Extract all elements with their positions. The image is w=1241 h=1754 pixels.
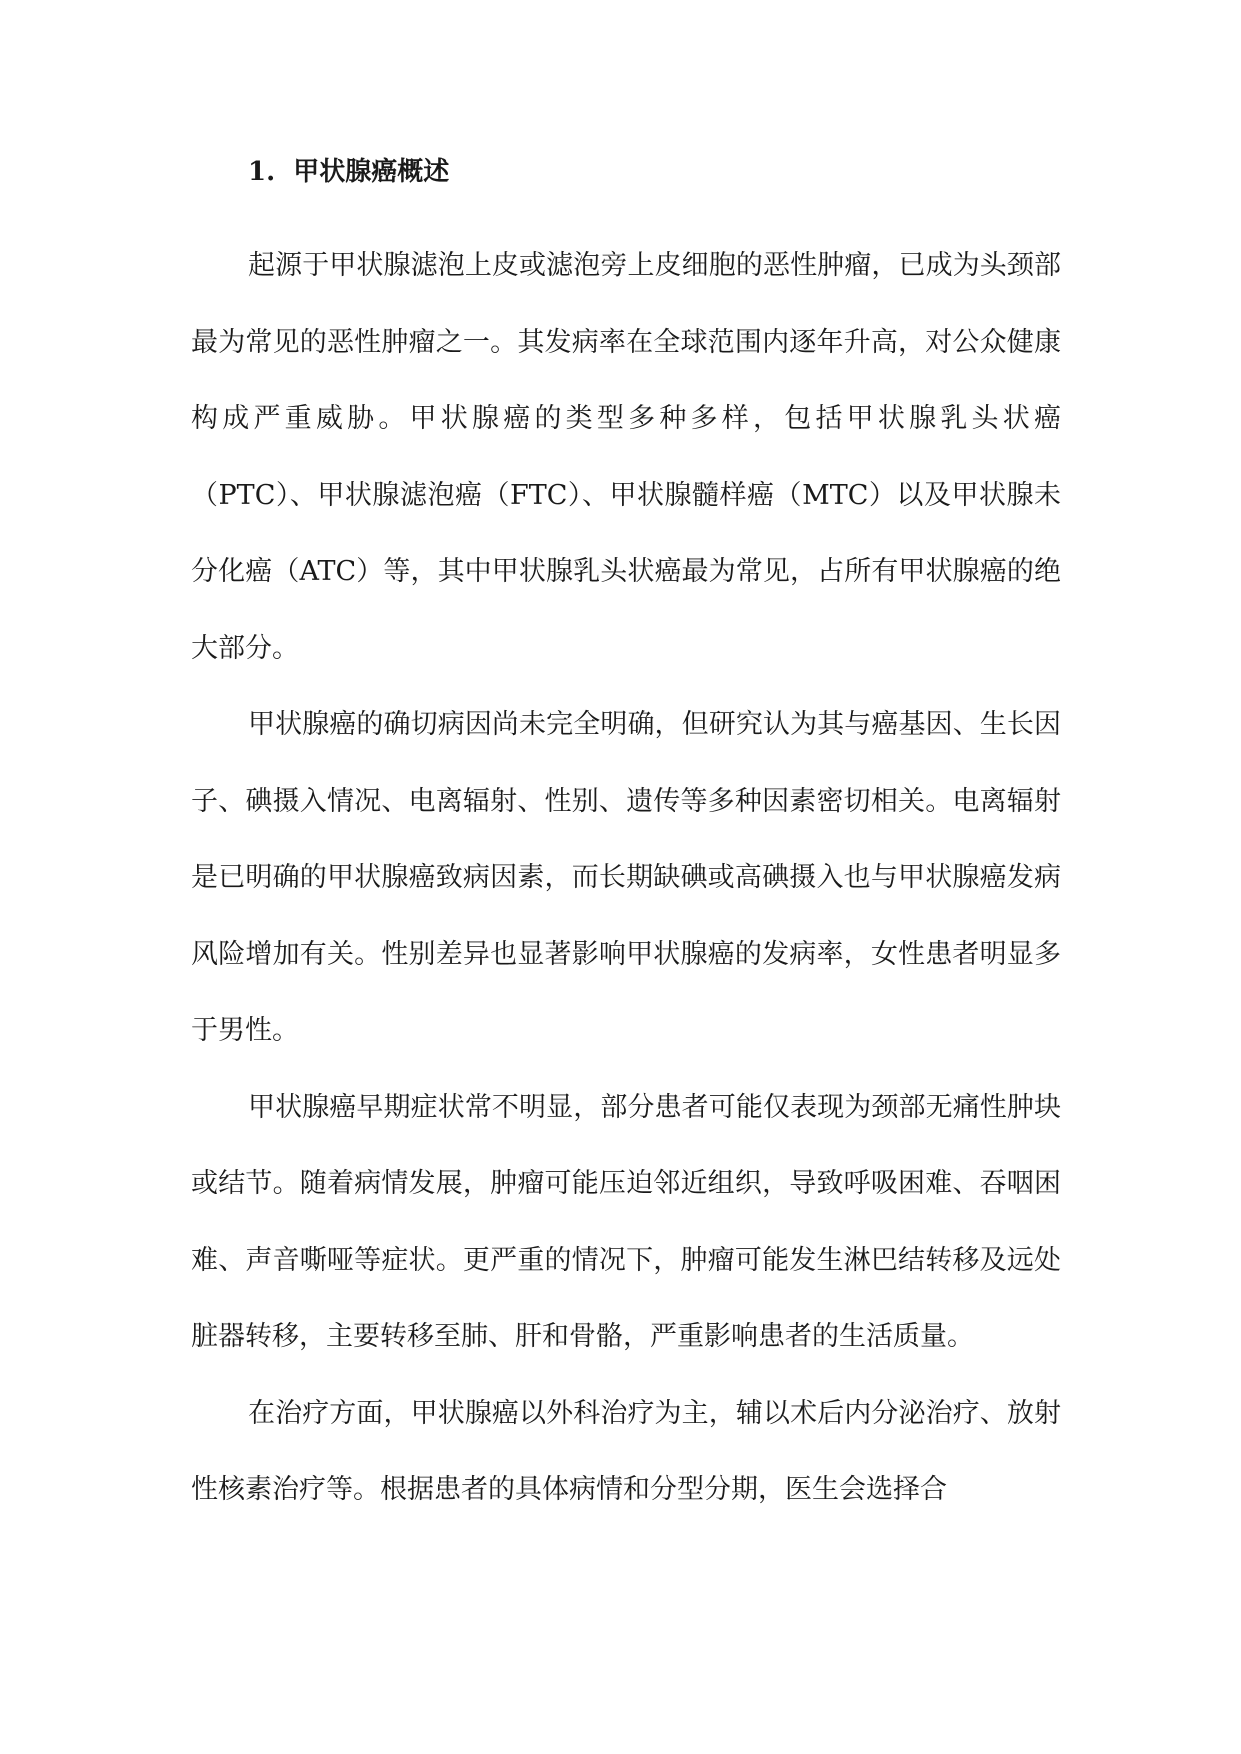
section-number: 1. — [248, 157, 276, 187]
section-title: 甲状腺癌概述 — [293, 157, 450, 187]
paragraph-treatment: 在治疗方面，甲状腺癌以外科治疗为主，辅以术后内分泌治疗、放射性核素治疗等。根据患者的具体病情和分型分期，医生会选择合 — [191, 1397, 1061, 1505]
paragraph-symptoms: 甲状腺癌早期症状常不明显，部分患者可能仅表现为颈部无痛性肿块或结节。随着病情发展，肿瘤可能压迫邻近组织，导致呼吸困难、吞咽困难、声音嘶哑等症状。更严重的情况下，肿瘤可能发生淋巴结转移及远处脏器转移，主要转移至肺、肝和骨骼，严重影响患者的生活质量。 — [191, 1091, 1061, 1352]
section-heading — [248, 152, 449, 192]
paragraph-overview: 起源于甲状腺滤泡上皮或滤泡旁上皮细胞的恶性肿瘤，已成为头颈部最为常见的恶性肿瘤之一。其发病率在全球范围内逐年升高，对公众健康构成严重威胁。甲状腺癌的类型多种多样，包括甲状腺乳头状癌（PTC）、甲状腺滤泡癌（FTC）、甲状腺髓样癌（MTC）以及甲状腺未分化癌（ATC）等，其中甲状腺乳头状癌最为常见，占所有甲状腺癌的绝大部分。 — [191, 250, 1061, 664]
paragraph-etiology: 甲状腺癌的确切病因尚未完全明确，但研究认为其与癌基因、生长因子、碘摄入情况、电离辐射、性别、遗传等多种因素密切相关。电离辐射是已明确的甲状腺癌致病因素，而长期缺碘或高碘摄入也与甲状腺癌发病风险增加有关。性别差异也显著影响甲状腺癌的发病率，女性患者明显多于男性。 — [191, 709, 1061, 1046]
body-text — [191, 228, 1061, 1529]
